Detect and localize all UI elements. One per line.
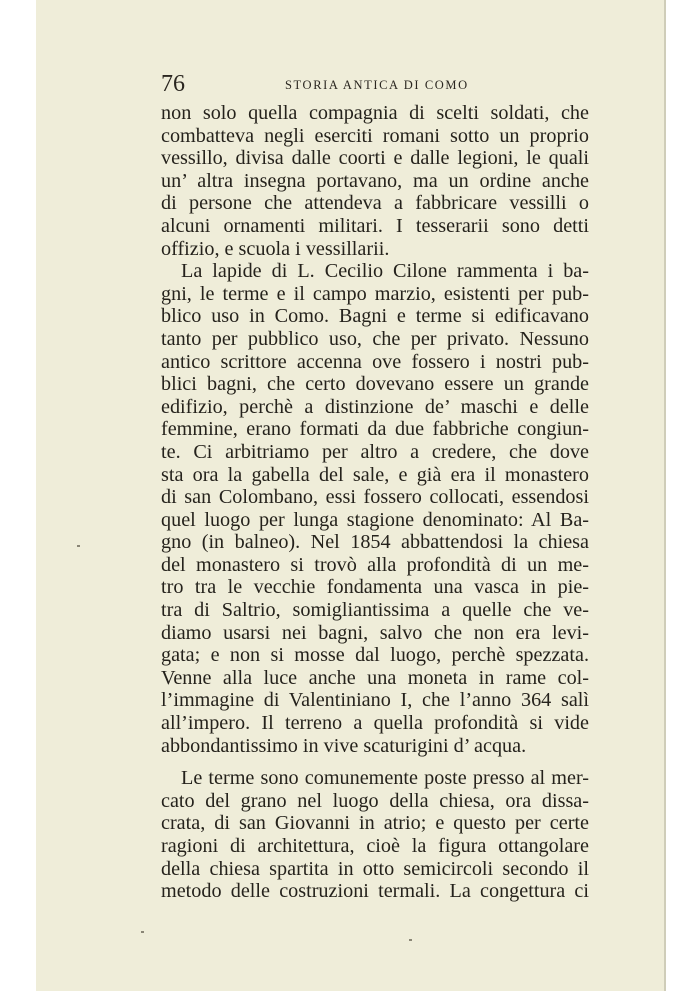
text-line: un’ altra insegna portavano, ma un ordine anche — [161, 169, 589, 192]
text-line: all’impero. Il terreno a quella profondità si vide — [161, 712, 589, 735]
text-line: della chiesa spartita in otto semicircoli secondo il — [161, 857, 589, 880]
text-line: blico uso in Como. Bagni e terme si edificavano — [161, 305, 589, 328]
text-line: cato del grano nel luogo della chiesa, ora dissa- — [161, 789, 589, 812]
text-line: vessillo, divisa dalle coorti e dalle legioni, le quali — [161, 147, 589, 170]
text-line: gata; e non si mosse dal luogo, perchè spezzata. — [161, 644, 589, 667]
running-header — [161, 70, 589, 98]
page-edge — [664, 0, 666, 991]
text-line: blici bagni, che certo dovevano essere un grande — [161, 373, 589, 396]
scan-speck — [409, 939, 412, 941]
text-line: diamo usarsi nei bagni, salvo che non era levi- — [161, 621, 589, 644]
text-line: La lapide di L. Cecilio Cilone rammenta i ba- — [181, 260, 589, 283]
text-line: non solo quella compagnia di scelti soldati, che — [161, 102, 589, 124]
paragraph — [161, 767, 589, 903]
paragraph — [161, 102, 589, 260]
text-line: offizio, e scuola i vessillarii. — [161, 237, 390, 260]
text-line: gni, le terme e il campo marzio, esistenti per pub- — [161, 282, 589, 305]
text-line: gno (in balneo). Nel 1854 abbattendosi la chiesa — [161, 531, 589, 554]
text-line: Venne alla luce anche una moneta in rame col- — [161, 666, 589, 689]
text-line: metodo delle costruzioni termali. La congettura ci — [161, 880, 589, 903]
text-line: Le terme sono comunemente poste presso al mer- — [181, 767, 589, 790]
text-line: combatteva negli eserciti romani sotto un proprio — [161, 124, 589, 147]
text-line: del monastero si trovò alla profondità di un me- — [161, 553, 589, 576]
scan-speck — [141, 931, 144, 933]
text-line: femmine, erano formati da due fabbriche congiun- — [161, 418, 589, 441]
text-line: tra di Saltrio, somigliantissima a quelle che ve- — [161, 599, 589, 622]
text-line: tro tra le vecchie fondamenta una vasca in pie- — [161, 576, 589, 599]
text-line: ragioni di architettura, cioè la figura ottangolare — [161, 835, 589, 857]
text-line: crata, di san Giovanni in atrio; e questo per certe — [161, 812, 589, 835]
text-line: te. Ci arbitriamo per altro a credere, che dove — [161, 440, 589, 463]
page-number: 76 — [161, 71, 185, 97]
text-line: di persone che attendeva a fabbricare vessilli o — [161, 192, 589, 215]
text-line: di san Colombano, essi fossero collocati, essendosi — [161, 486, 589, 509]
text-line: quel luogo per lunga stagione denominato: Al Ba- — [161, 508, 589, 531]
text-line: antico scrittore accenna ove fossero i nostri pub- — [161, 350, 589, 373]
text-line: l’immagine di Valentiniano I, che l’anno 364 salì — [161, 689, 589, 712]
paragraph — [161, 260, 589, 757]
text-line: abbondantissimo in vive scaturigini d’ acqua. — [161, 734, 527, 757]
text-line: tanto per pubblico uso, che per privato. Nessuno — [161, 327, 589, 350]
text-line: edifizio, perchè a distinzione de’ maschi e delle — [161, 395, 589, 418]
text-body — [161, 102, 589, 903]
text-line: sta ora la gabella del sale, e già era il monastero — [161, 463, 589, 486]
scan-speck — [77, 545, 80, 547]
running-title: STORIA ANTICA DI COMO — [285, 78, 469, 92]
text-line: alcuni ornamenti militari. I tesserarii sono detti — [161, 214, 589, 237]
